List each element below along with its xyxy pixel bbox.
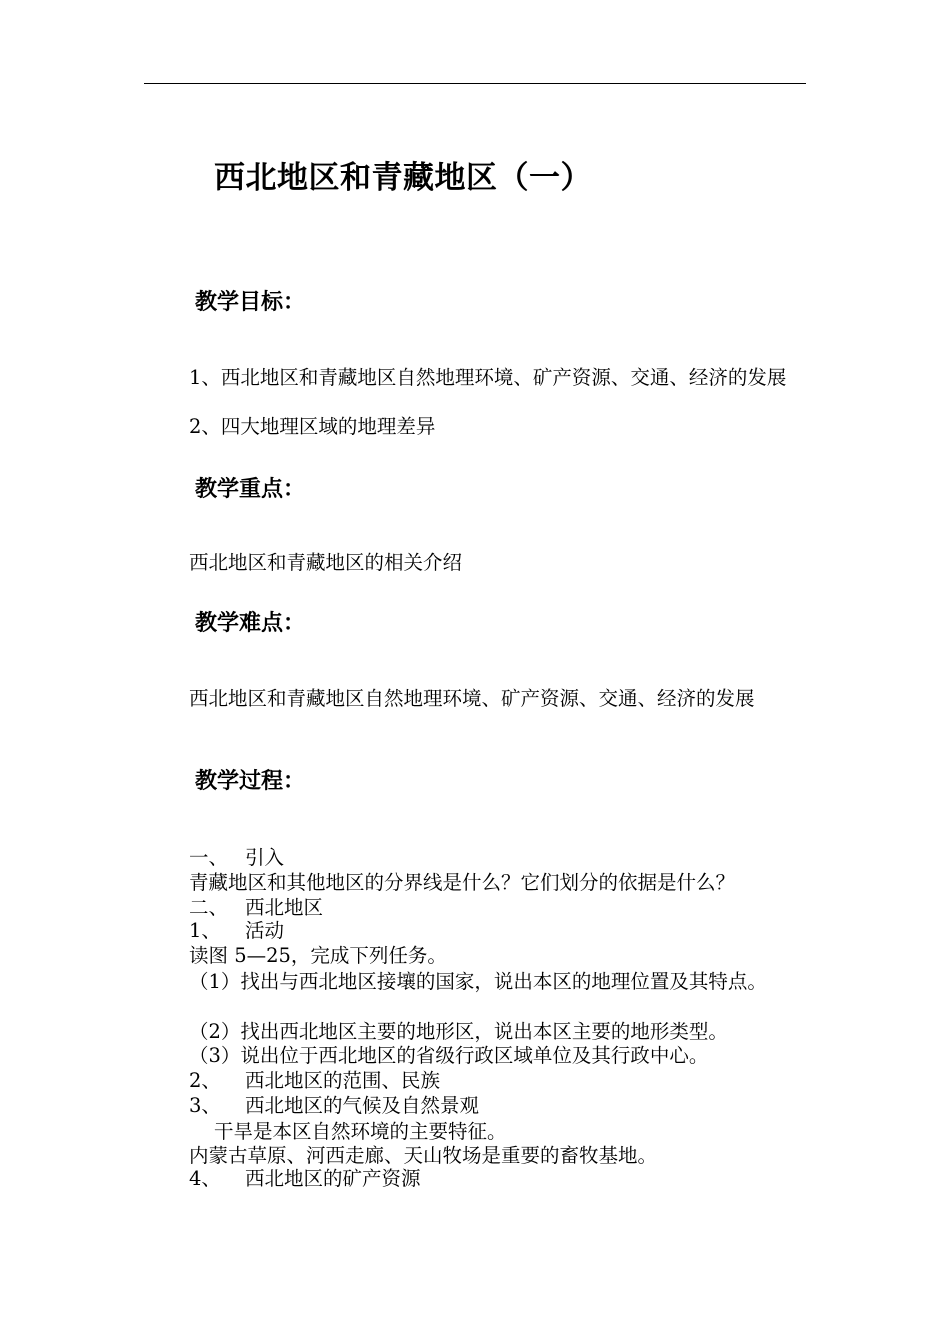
sub-2-mark: 2、 bbox=[189, 1069, 221, 1092]
read-instruction: 读图 5—25，完成下列任务。 bbox=[189, 944, 447, 967]
page-title: 西北地区和青藏地区（一） bbox=[214, 160, 592, 196]
sub-3-mark: 3、 bbox=[189, 1094, 221, 1117]
pasture-note: 内蒙古草原、河西走廊、天山牧场是重要的畜牧基地。 bbox=[189, 1144, 658, 1167]
objectives-heading: 教学目标： bbox=[195, 289, 306, 315]
sub-4-label: 西北地区的矿产资源 bbox=[245, 1167, 421, 1190]
sub-3-label: 西北地区的气候及自然景观 bbox=[245, 1094, 480, 1117]
header-rule bbox=[144, 83, 806, 84]
sub-1-label: 活动 bbox=[245, 919, 285, 942]
process-heading: 教学过程： bbox=[195, 768, 306, 794]
climate-note: 干旱是本区自然环境的主要特征。 bbox=[214, 1120, 507, 1143]
task-1: （1）找出与西北地区接壤的国家，说出本区的地理位置及其特点。 bbox=[189, 970, 767, 993]
task-3: （3）说出位于西北地区的省级行政区域单位及其行政中心。 bbox=[189, 1044, 709, 1067]
difficulties-text: 西北地区和青藏地区自然地理环境、矿产资源、交通、经济的发展 bbox=[189, 687, 755, 710]
objective-item-1: 1、西北地区和青藏地区自然地理环境、矿产资源、交通、经济的发展 bbox=[189, 366, 787, 389]
key-points-heading: 教学重点： bbox=[195, 476, 306, 502]
sub-1-mark: 1、 bbox=[189, 919, 221, 942]
part-1-label: 引入 bbox=[245, 846, 285, 869]
part-1-mark: 一、 bbox=[189, 846, 229, 869]
sub-4-mark: 4、 bbox=[189, 1167, 221, 1190]
part-2-mark: 二、 bbox=[189, 896, 229, 919]
key-points-text: 西北地区和青藏地区的相关介绍 bbox=[189, 551, 463, 574]
part-2-label: 西北地区 bbox=[245, 896, 324, 919]
intro-question: 青藏地区和其他地区的分界线是什么？它们划分的依据是什么？ bbox=[189, 871, 736, 894]
difficulties-heading: 教学难点： bbox=[195, 610, 306, 636]
objective-item-2: 2、四大地理区域的地理差异 bbox=[189, 415, 436, 438]
sub-2-label: 西北地区的范围、民族 bbox=[245, 1069, 441, 1092]
task-2: （2）找出西北地区主要的地形区，说出本区主要的地形类型。 bbox=[189, 1020, 728, 1043]
